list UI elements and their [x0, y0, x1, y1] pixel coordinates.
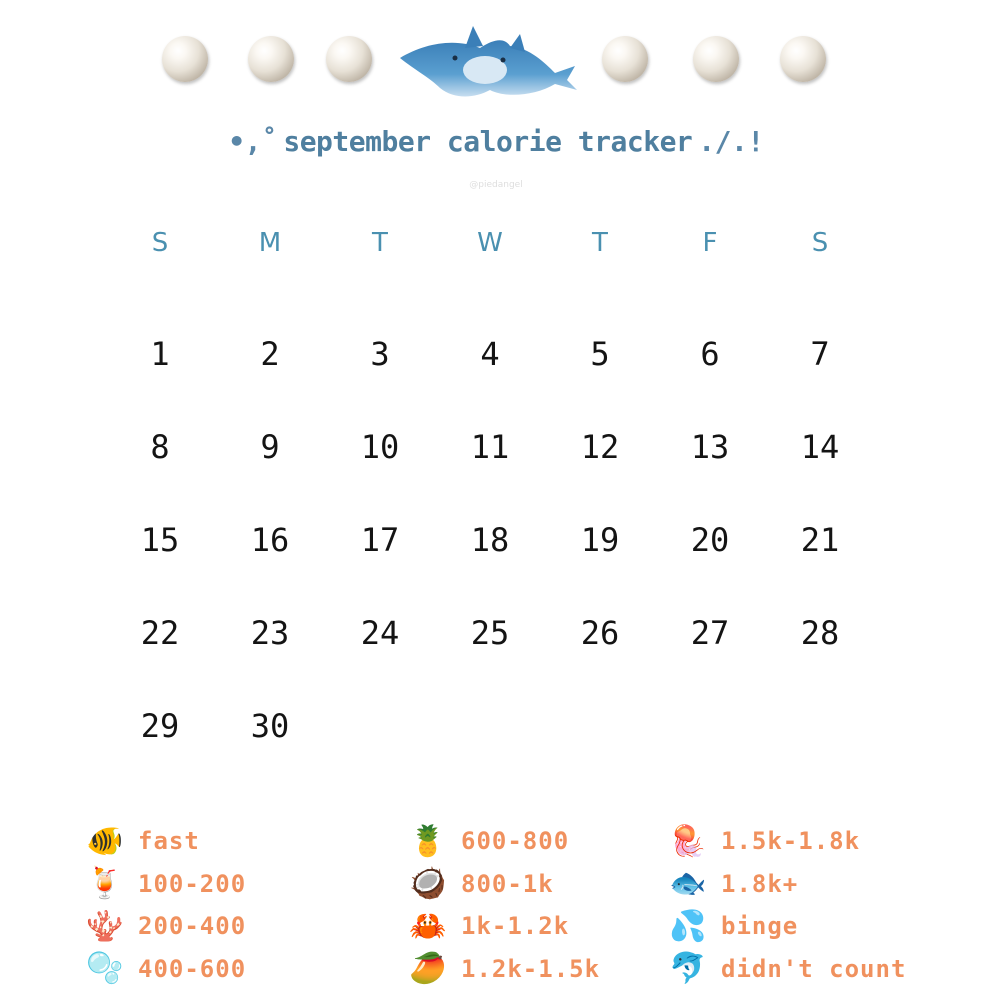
legend-item	[82, 948, 246, 991]
pearl-icon	[162, 36, 208, 82]
calendar-day: 12	[580, 428, 620, 466]
title-row	[0, 125, 992, 158]
jellyfish-icon: 🪼	[669, 823, 707, 859]
pineapple-icon: 🍍	[409, 823, 447, 859]
weekday-thursday: T	[592, 228, 608, 258]
legend-item	[405, 948, 600, 991]
title-prefix-decoration: •,˚	[228, 125, 278, 158]
legend-item	[405, 905, 600, 948]
calendar-day: 15	[140, 521, 180, 559]
legend-column-2	[405, 820, 600, 990]
legend-item	[82, 905, 246, 948]
legend-label: 1.5k-1.8k	[721, 827, 861, 856]
legend-label: 1.2k-1.5k	[461, 954, 601, 983]
legend-column-3	[665, 820, 906, 990]
legend-item	[665, 948, 906, 991]
legend-label: 600-800	[461, 827, 570, 856]
weekday-saturday: S	[811, 228, 829, 258]
legend-item	[665, 820, 906, 863]
calendar-day: 2	[260, 335, 280, 373]
coconut-icon: 🥥	[409, 866, 447, 902]
legend-label: 1k-1.2k	[461, 912, 570, 941]
weekday-header	[105, 228, 875, 258]
legend-label: 200-400	[138, 912, 247, 941]
pearl-icon	[248, 36, 294, 82]
legend-label: fast	[138, 827, 200, 856]
calendar-day: 11	[470, 428, 510, 466]
calendar-day: 13	[690, 428, 730, 466]
legend-label: 800-1k	[461, 869, 554, 898]
calendar-day: 30	[250, 707, 290, 745]
crab-icon: 🦀	[409, 908, 447, 944]
calendar-day: 18	[470, 521, 510, 559]
page-title	[228, 125, 763, 158]
calendar-day: 9	[260, 428, 280, 466]
fish-icon: 🐟	[669, 866, 707, 902]
calendar-day: 20	[690, 521, 730, 559]
pearl-icon	[780, 36, 826, 82]
calendar-grid	[105, 335, 875, 800]
calendar-day: 4	[480, 335, 500, 373]
bubbles-icon: 🫧	[86, 951, 124, 987]
calendar-day: 25	[470, 614, 510, 652]
weekday-monday: M	[258, 228, 282, 258]
coral-icon: 🪸	[86, 908, 124, 944]
legend-label: 100-200	[138, 869, 247, 898]
calendar-day: 23	[250, 614, 290, 652]
calendar-day: 3	[370, 335, 390, 373]
pearl-icon	[326, 36, 372, 82]
calendar-day: 1	[150, 335, 170, 373]
calendar-day: 19	[580, 521, 620, 559]
legend-item	[405, 863, 600, 906]
dolphins-icon	[395, 18, 580, 118]
legend-label: 400-600	[138, 954, 247, 983]
legend-item	[82, 820, 246, 863]
tropical-fish-icon: 🐠	[86, 823, 124, 859]
weekday-sunday: S	[151, 228, 169, 258]
pearl-icon	[693, 36, 739, 82]
calendar-day: 14	[800, 428, 840, 466]
legend-item	[82, 863, 246, 906]
calendar-day: 29	[140, 707, 180, 745]
header-banner	[0, 18, 992, 108]
weekday-friday: F	[702, 228, 718, 258]
weekday-wednesday: W	[477, 228, 503, 258]
pearl-icon	[602, 36, 648, 82]
watermark: @piedangel	[469, 180, 523, 190]
calendar-day: 6	[700, 335, 720, 373]
calendar-day: 7	[810, 335, 830, 373]
legend-label: binge	[721, 912, 799, 941]
calendar-day: 8	[150, 428, 170, 466]
calendar-day: 17	[360, 521, 400, 559]
legend-item	[665, 905, 906, 948]
legend-label: 1.8k+	[721, 869, 799, 898]
calendar-day: 24	[360, 614, 400, 652]
legend-item	[665, 863, 906, 906]
calendar-day: 16	[250, 521, 290, 559]
calendar-day: 21	[800, 521, 840, 559]
calendar-day: 10	[360, 428, 400, 466]
legend-column-1	[82, 820, 246, 990]
calendar-day: 5	[590, 335, 610, 373]
title-text: september calorie tracker	[283, 125, 693, 158]
weekday-tuesday: T	[372, 228, 388, 258]
calendar-day: 22	[140, 614, 180, 652]
legend-item	[405, 820, 600, 863]
dolphin-icon: 🐬	[669, 951, 707, 987]
calendar-day: 26	[580, 614, 620, 652]
tropical-drink-icon: 🍹	[86, 866, 124, 902]
mango-icon: 🥭	[409, 951, 447, 987]
calendar-day: 27	[690, 614, 730, 652]
water-drops-icon: 💦	[669, 908, 707, 944]
calendar-day: 28	[800, 614, 840, 652]
legend-label: didn't count	[721, 954, 907, 983]
title-suffix-decoration: ./.!	[698, 125, 764, 158]
